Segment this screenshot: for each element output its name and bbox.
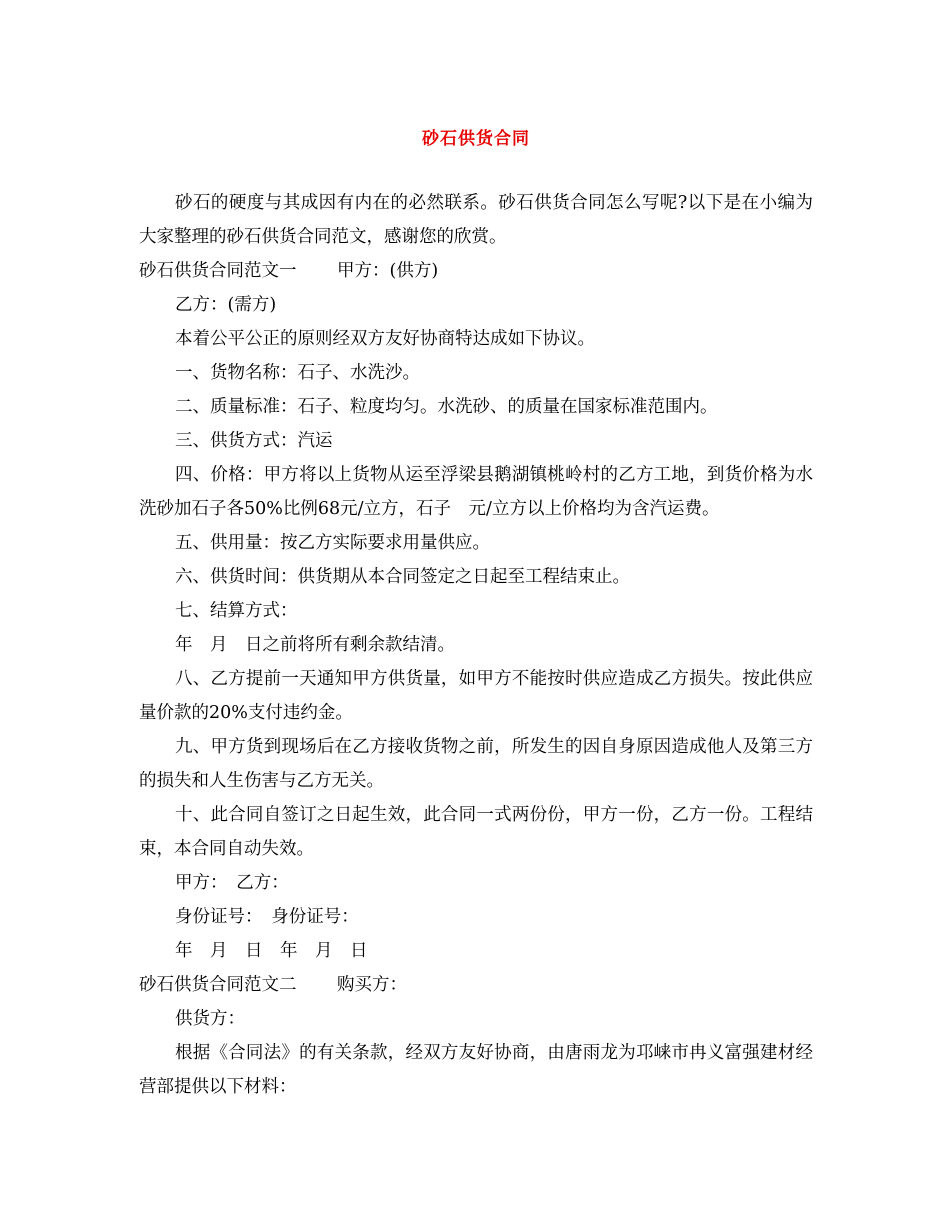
document-body	[139, 186, 813, 1104]
paragraph: 根据《合同法》的有关条款，经双方友好协商，由唐雨龙为邛崃市冉义富强建材经营部提供以下材料：	[139, 1043, 813, 1097]
paragraph: 身份证号： 身份证号：	[175, 907, 359, 927]
paragraph: 四、价格：甲方将以上货物从运至浮梁县鹅湖镇桃岭村的乙方工地，到货价格为水洗砂加石子各50%比例68元/立方，石子 元/立方以上价格均为含汽运费。	[139, 465, 813, 519]
paragraph: 供货方：	[175, 1009, 245, 1029]
paragraph: 年 月 日 年 月 日	[175, 941, 368, 961]
paragraph: 砂石的硬度与其成因有内在的必然联系。砂石供货合同怎么写呢?以下是在小编为大家整理的砂石供货合同范文，感谢您的欣赏。	[139, 193, 813, 247]
paragraph: 九、甲方货到现场后在乙方接收货物之前，所发生的因自身原因造成他人及第三方的损失和人生伤害与乙方无关。	[139, 737, 813, 791]
paragraph: 五、供用量：按乙方实际要求用量供应。	[175, 533, 490, 553]
paragraph: 乙方：(需方)	[175, 295, 277, 315]
paragraph: 六、供货时间：供货期从本合同签定之日起至工程结束止。	[175, 567, 630, 587]
document-title: 砂石供货合同	[422, 129, 530, 149]
paragraph: 三、供货方式：汽运	[175, 431, 333, 451]
paragraph: 八、乙方提前一天通知甲方供货量，如甲方不能按时供应造成乙方损失。按此供应量价款的20%支付违约金。	[139, 669, 813, 723]
paragraph: 砂石供货合同范文二 购买方：	[139, 975, 408, 995]
paragraph: 十、此合同自签订之日起生效，此合同一式两份份，甲方一份，乙方一份。工程结束，本合同自动失效。	[139, 805, 813, 859]
paragraph: 砂石供货合同范文一 甲方：(供方)	[139, 261, 439, 281]
paragraph: 二、质量标准：石子、粒度均匀。水洗砂、的质量在国家标准范围内。	[175, 397, 718, 417]
paragraph: 年 月 日之前将所有剩余款结清。	[175, 635, 455, 655]
paragraph: 甲方： 乙方：	[175, 873, 289, 893]
paragraph: 本着公平公正的原则经双方友好协商特达成如下协议。	[175, 329, 595, 349]
paragraph: 一、货物名称：石子、水洗沙。	[175, 363, 420, 383]
paragraph: 七、结算方式：	[175, 601, 298, 621]
